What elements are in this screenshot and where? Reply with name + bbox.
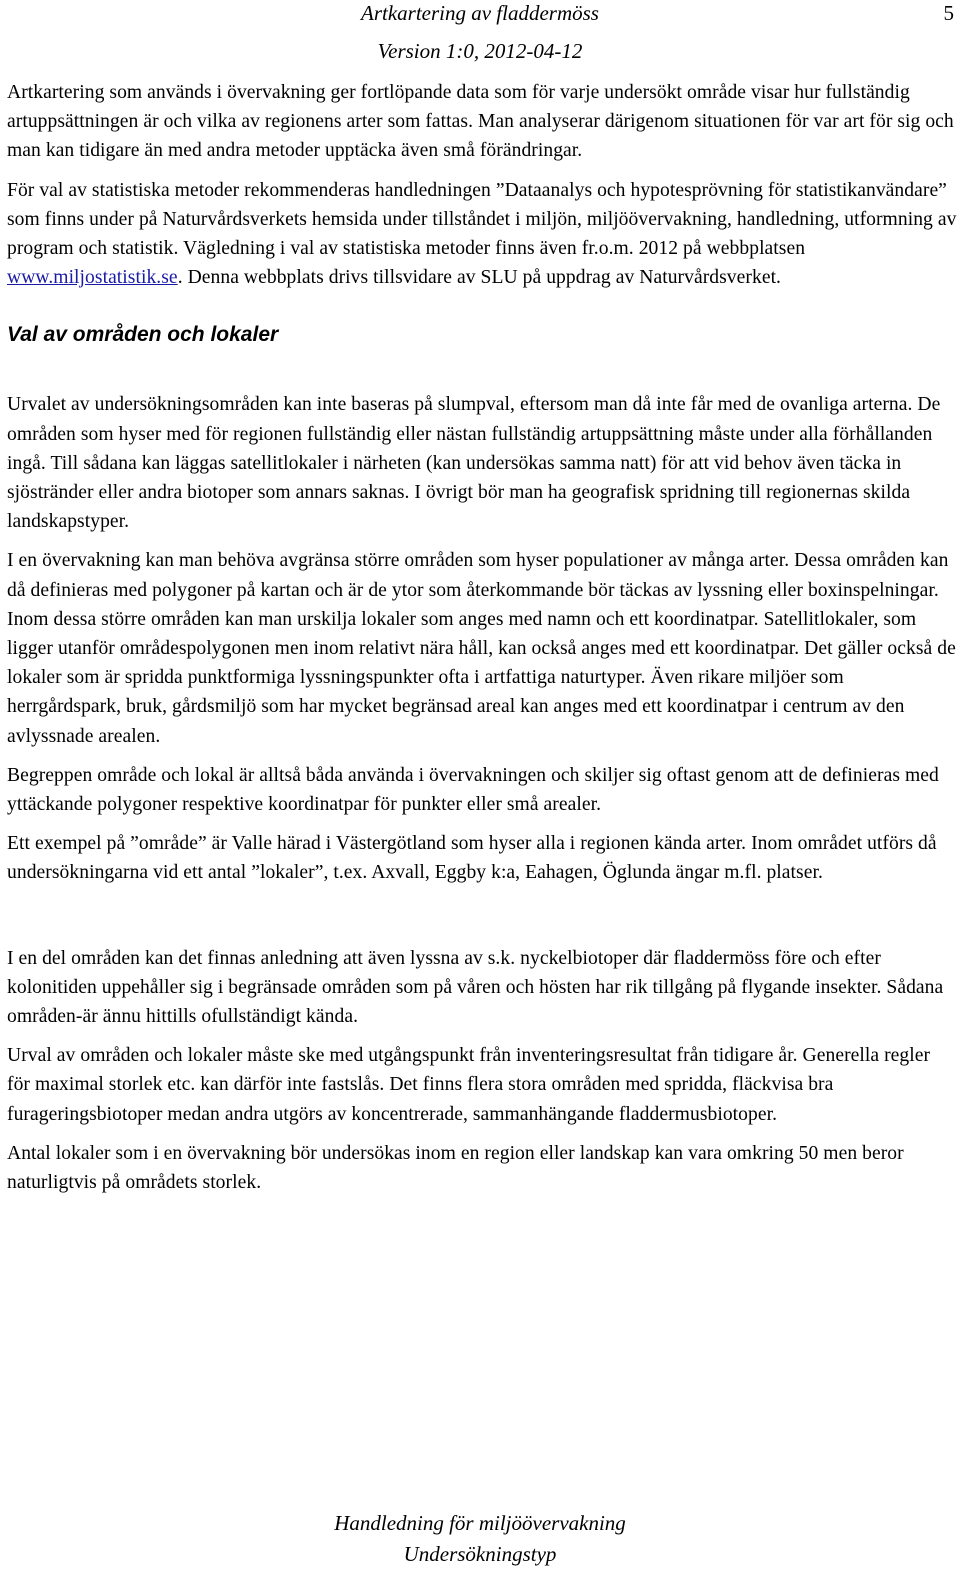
spacer bbox=[7, 898, 957, 944]
section-heading: Val av områden och lokaler bbox=[7, 323, 279, 347]
version-line: Version 1:0, 2012-04-12 bbox=[377, 39, 583, 63]
paragraph-overvakning: I en övervakning kan man behöva avgränsa större områden som hyser populationer av många arter. Dessa områden kan då definieras med polygoner på kartan och är de ytor som återkommande bör täckas av lyssning eller boxinspelningar. Inom dessa större områden kan man urskilja lokaler som anges med namn och ett koordinatpar. Satellitlokaler, som ligger utanför områdespolygonen men inom relativt nära håll, kan också anges med ett koordinatpar. Det gäller också de lokaler som är spridda punktformiga lyssningspunkter ofta i artfattiga naturtyper. Även rikare miljöer som herrgårdspark, bruk, gårdsmiljö som har mycket begränsad areal kan anges med ett koordinatpar i centrum av den avlyssnade arealen. bbox=[7, 550, 956, 747]
document-body bbox=[7, 78, 957, 1207]
paragraph-begreppen: Begreppen område och lokal är alltså båda använda i övervakningen och skiljer sig oftast genom att de definieras med yttäckande polygoner respektive koordinatpar för punkter eller små arealer. bbox=[7, 764, 939, 816]
paragraph-statistics bbox=[7, 176, 957, 293]
footer-line-2: Undersökningstyp bbox=[403, 1542, 557, 1566]
paragraph-statistics-after: . Denna webbplats drivs tillsvidare av SLU på uppdrag av Naturvårdsverket. bbox=[177, 267, 782, 289]
paragraph-artkartering: Artkartering som används i övervakning ger fortlöpande data som för varje undersökt område visar hur fullständig artuppsättningen är och vilka av regionens arter som fattas. Man analyserar därigenom situationen för var art för sig och man kan tidigare än med andra metoder upptäcka även små förändringar. bbox=[7, 82, 954, 162]
footer-line-1: Handledning för miljöövervakning bbox=[334, 1511, 626, 1535]
page-number: 5 bbox=[943, 1, 954, 25]
paragraph-nyckelbiotoper: I en del områden kan det finnas anledning att även lyssna av s.k. nyckelbiotoper där fladdermöss före och efter kolonitiden uppehåller sig i begränsade områden som på våren och hösten har rik tillgång på flygande insekter. Sådana områden-är ännu hittills ofullständigt kända. bbox=[7, 947, 944, 1028]
page-footer bbox=[0, 1508, 960, 1570]
paragraph-urvalet: Urvalet av undersökningsområden kan inte baseras på slumpval, eftersom man då inte får med de ovanliga arterna. De områden som hyser med för regionen fullständig eller nästan fullständig artuppsättning måste under alla förhållanden ingå. Till sådana kan läggas satellitlokaler i närheten (kan undersökas samma natt) för att vid behov även täcka in sjöstränder eller andra biotoper som annars saknas. I övrigt bör man ha geografisk spridning till regionernas skilda landskapstyper. bbox=[7, 394, 941, 533]
running-title: Artkartering av fladdermöss bbox=[361, 1, 599, 25]
paragraph-urval: Urval av områden och lokaler måste ske med utgångspunkt från inventeringsresultat från tidigare år. Generella regler för maximal storlek etc. kan därför inte fastslås. Det finns flera stora områden med spridda, fläckvisa bra furageringsbiotoper medan andra utgörs av koncentrerade, sammanhängande fladdermusbiotoper. bbox=[7, 1045, 931, 1125]
paragraph-antal-lokaler: Antal lokaler som i en övervakning bör undersökas inom en region eller landskap kan vara omkring 50 men beror naturligtvis på områdets storlek. bbox=[7, 1142, 904, 1194]
paragraph-exempel: Ett exempel på ”område” är Valle härad i Västergötland som hyser alla i regionen kända arter. Inom området utförs då undersökningarna vid ett antal ”lokaler”, t.ex. Axvall, Eggby k:a, Eahagen, Öglunda ängar m.fl. platser. bbox=[7, 833, 937, 884]
miljostatistik-link[interactable]: www.miljostatistik.se bbox=[7, 267, 178, 289]
paragraph-statistics-text: För val av statistiska metoder rekommenderas handledningen ”Dataanalys och hypotesprövning för statistikanvändare” som finns under på Naturvårdsverkets hemsida under tillståndet i miljön, miljöövervakning, handledning, utformning av program och statistik. Vägledning i val av statistiska metoder finns även fr.o.m. 2012 på webbplatsen bbox=[7, 179, 957, 260]
